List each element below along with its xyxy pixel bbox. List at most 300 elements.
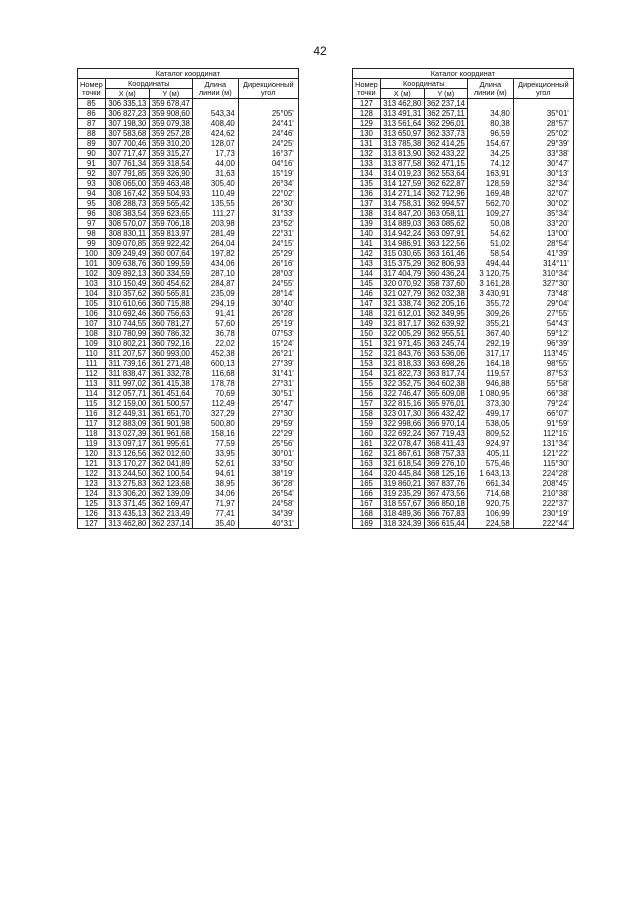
table-row xyxy=(353,149,574,159)
point-number-cell: 155 xyxy=(353,379,381,389)
point-number-cell: 91 xyxy=(78,159,106,169)
point-number-cell: 134 xyxy=(353,169,381,179)
line-length-cell-text: 34,25 xyxy=(490,149,510,158)
x-coordinate-cell: 312 449,31 xyxy=(105,409,149,419)
direction-angle-cell-text: 24°46' xyxy=(271,129,294,138)
x-coordinate-cell: 313 877,58 xyxy=(380,159,424,169)
x-coordinate-cell: 313 170,27 xyxy=(105,459,149,469)
x-coordinate-cell: 308 065,00 xyxy=(105,179,149,189)
x-coordinate-cell: 313 650,97 xyxy=(380,129,424,139)
line-length-cell-text: 71,97 xyxy=(215,499,235,508)
line-length-cell-text: 434,06 xyxy=(210,259,235,268)
point-number-cell: 169 xyxy=(353,519,381,529)
x-coordinate-cell: 317 404,79 xyxy=(380,269,424,279)
table-row xyxy=(78,469,299,479)
point-number-cell: 122 xyxy=(78,469,106,479)
x-coordinate-cell: 321 612,01 xyxy=(380,309,424,319)
line-length-cell-text: 281,49 xyxy=(210,229,235,238)
y-coordinate-cell: 365 609,08 xyxy=(424,389,467,399)
x-coordinate-cell: 314 847,20 xyxy=(380,209,424,219)
line-length-cell-text: 94,61 xyxy=(215,469,235,478)
x-coordinate-cell: 308 167,42 xyxy=(105,189,149,199)
line-length-cell-text: 31,63 xyxy=(215,169,235,178)
y-header: Y (м) xyxy=(149,89,192,99)
direction-angle-header: Дирекционный угол xyxy=(513,79,573,99)
y-coordinate-cell: 368 757,33 xyxy=(424,449,467,459)
table-row xyxy=(353,129,574,139)
direction-angle-cell-text: 96°39' xyxy=(546,339,569,348)
table-row xyxy=(78,359,299,369)
line-length-cell-text: 3 161,28 xyxy=(479,279,510,288)
x-coordinate-cell: 310 802,21 xyxy=(105,339,149,349)
x-coordinate-cell: 314 127,59 xyxy=(380,179,424,189)
point-number-cell: 168 xyxy=(353,509,381,519)
direction-angle-cell-text: 22°31' xyxy=(271,229,294,238)
table-row xyxy=(78,219,299,229)
point-number-cell: 94 xyxy=(78,189,106,199)
table-row xyxy=(78,129,299,139)
direction-angle-cell-text: 30°40' xyxy=(271,299,294,308)
y-coordinate-cell: 360 993,00 xyxy=(149,349,192,359)
x-coordinate-cell: 322 692,24 xyxy=(380,429,424,439)
x-coordinate-cell: 310 610,66 xyxy=(105,299,149,309)
line-length-cell-text: 128,59 xyxy=(485,179,510,188)
point-number-cell: 90 xyxy=(78,149,106,159)
point-number-cell: 100 xyxy=(78,249,106,259)
table-row xyxy=(353,269,574,279)
x-coordinate-cell: 313 435,13 xyxy=(105,509,149,519)
x-coordinate-cell: 319 860,21 xyxy=(380,479,424,489)
point-number-cell: 165 xyxy=(353,479,381,489)
point-number-cell: 161 xyxy=(353,439,381,449)
table-row xyxy=(353,249,574,259)
x-coordinate-cell: 309 638,76 xyxy=(105,259,149,269)
table-row xyxy=(78,249,299,259)
y-coordinate-cell: 361 271,48 xyxy=(149,359,192,369)
x-coordinate-cell: 313 462,80 xyxy=(380,99,424,109)
table-row xyxy=(78,269,299,279)
direction-angle-cell-text: 55°58' xyxy=(546,379,569,388)
y-coordinate-cell: 362 712,96 xyxy=(424,189,467,199)
line-length-cell-text: 163,91 xyxy=(485,169,510,178)
table-row xyxy=(78,239,299,249)
y-coordinate-cell: 367 719,43 xyxy=(424,429,467,439)
table-row xyxy=(353,169,574,179)
line-length-cell-text: 452,38 xyxy=(210,349,235,358)
direction-angle-cell-text: 15°19' xyxy=(271,169,294,178)
point-number-cell: 137 xyxy=(353,199,381,209)
line-length-cell-text: 158,16 xyxy=(210,429,235,438)
table-row xyxy=(78,379,299,389)
x-coordinate-cell: 321 817,17 xyxy=(380,319,424,329)
x-coordinate-cell: 320 445,84 xyxy=(380,469,424,479)
x-coordinate-cell: 311 207,57 xyxy=(105,349,149,359)
table-row xyxy=(78,449,299,459)
table-row xyxy=(78,429,299,439)
table-row xyxy=(353,159,574,169)
y-coordinate-cell: 362 994,57 xyxy=(424,199,467,209)
point-number-cell: 130 xyxy=(353,129,381,139)
y-coordinate-cell: 363 817,74 xyxy=(424,369,467,379)
x-coordinate-cell: 321 618,54 xyxy=(380,459,424,469)
x-coordinate-cell: 310 357,62 xyxy=(105,289,149,299)
direction-angle-cell-text: 115°30' xyxy=(543,459,569,468)
line-length-cell-text: 91,41 xyxy=(215,309,235,318)
x-coordinate-cell: 321 867,61 xyxy=(380,449,424,459)
table-row xyxy=(78,389,299,399)
line-length-cell-text: 77,59 xyxy=(215,439,235,448)
direction-angle-cell-text: 222°44' xyxy=(542,519,569,528)
point-number-cell: 121 xyxy=(78,459,106,469)
line-length-cell-text: 135,55 xyxy=(210,199,235,208)
point-number-cell: 125 xyxy=(78,499,106,509)
y-coordinate-cell: 359 908,60 xyxy=(149,109,192,119)
table-row xyxy=(78,319,299,329)
point-number-cell: 116 xyxy=(78,409,106,419)
x-coordinate-cell: 322 078,47 xyxy=(380,439,424,449)
point-number-cell: 152 xyxy=(353,349,381,359)
y-coordinate-cell: 366 767,83 xyxy=(424,509,467,519)
line-length-cell-text: 920,75 xyxy=(485,499,510,508)
x-coordinate-cell: 321 338,74 xyxy=(380,299,424,309)
direction-angle-cell-text: 24°58' xyxy=(271,499,294,508)
coordinates-header: Координаты xyxy=(380,79,467,89)
line-length-cell-text: 499,17 xyxy=(485,409,510,418)
table-row xyxy=(353,459,574,469)
x-coordinate-cell: 309 070,85 xyxy=(105,239,149,249)
table-row xyxy=(78,159,299,169)
x-coordinate-cell: 314 019,23 xyxy=(380,169,424,179)
line-length-cell-text: 34,80 xyxy=(490,109,510,119)
direction-angle-cell-text: 30°51' xyxy=(271,389,294,398)
line-length-header: Длина линии (м) xyxy=(192,79,238,99)
line-length-cell-text: 36,78 xyxy=(215,329,235,338)
table-row xyxy=(353,99,574,109)
point-number-cell: 114 xyxy=(78,389,106,399)
y-coordinate-cell: 362 471,15 xyxy=(424,159,467,169)
y-header: Y (м) xyxy=(424,89,467,99)
y-coordinate-cell: 359 706,18 xyxy=(149,219,192,229)
page-number: 42 xyxy=(313,44,327,58)
y-coordinate-cell: 363 097,91 xyxy=(424,229,467,239)
line-length-cell-text: 51,02 xyxy=(490,239,510,248)
y-coordinate-cell: 360 334,59 xyxy=(149,269,192,279)
direction-angle-cell-text: 40°31' xyxy=(271,519,294,528)
line-length-cell-text: 128,07 xyxy=(210,139,235,148)
line-length-cell-text: 408,40 xyxy=(210,119,235,128)
line-length-cell xyxy=(467,99,513,119)
x-coordinate-cell: 322 746,47 xyxy=(380,389,424,399)
y-coordinate-cell: 363 085,62 xyxy=(424,219,467,229)
line-length-cell-text: 327,29 xyxy=(210,409,235,418)
point-number-cell: 145 xyxy=(353,279,381,289)
line-length-cell-text: 1 080,95 xyxy=(479,389,510,398)
line-length-header: Длина линии (м) xyxy=(467,79,513,99)
line-length-cell-text: 77,41 xyxy=(215,509,235,518)
table-row xyxy=(353,139,574,149)
point-number-cell: 97 xyxy=(78,219,106,229)
direction-angle-cell xyxy=(513,99,573,119)
point-number-cell: 113 xyxy=(78,379,106,389)
x-coordinate-cell: 313 306,20 xyxy=(105,489,149,499)
point-number-cell: 129 xyxy=(353,119,381,129)
line-length-cell-text: 164,18 xyxy=(485,359,510,368)
y-coordinate-cell: 359 623,65 xyxy=(149,209,192,219)
point-number-cell: 140 xyxy=(353,229,381,239)
y-coordinate-cell: 360 715,88 xyxy=(149,299,192,309)
table-row xyxy=(78,179,299,189)
y-coordinate-cell: 361 651,70 xyxy=(149,409,192,419)
line-length-cell-text: 235,09 xyxy=(210,289,235,298)
x-coordinate-cell: 322 352,75 xyxy=(380,379,424,389)
line-length-cell-text: 154,67 xyxy=(485,139,510,148)
y-coordinate-cell: 362 414,25 xyxy=(424,139,467,149)
table-row xyxy=(78,279,299,289)
line-length-cell-text: 106,99 xyxy=(485,509,510,518)
line-length-cell-text: 119,57 xyxy=(486,369,510,378)
x-coordinate-cell: 308 383,54 xyxy=(105,209,149,219)
line-length-cell-text: 110,49 xyxy=(211,189,235,198)
x-coordinate-cell: 313 027,39 xyxy=(105,429,149,439)
x-coordinate-cell: 312 057,71 xyxy=(105,389,149,399)
line-length-cell-text: 284,87 xyxy=(210,279,235,288)
table-row xyxy=(353,469,574,479)
table-row xyxy=(353,439,574,449)
coordinates-table-left xyxy=(77,68,299,529)
direction-angle-cell-text: 26°16' xyxy=(271,259,294,268)
point-number-cell: 93 xyxy=(78,179,106,189)
table-row xyxy=(353,419,574,429)
point-number-cell: 124 xyxy=(78,489,106,499)
y-coordinate-cell: 360 007,64 xyxy=(149,249,192,259)
y-coordinate-cell: 360 756,63 xyxy=(149,309,192,319)
table-row xyxy=(353,409,574,419)
point-number-cell: 138 xyxy=(353,209,381,219)
table-row xyxy=(78,229,299,239)
table-row xyxy=(353,359,574,369)
direction-angle-cell-text: 04°16' xyxy=(271,159,294,168)
table-row xyxy=(353,199,574,209)
table-row xyxy=(78,509,299,519)
table-row xyxy=(353,339,574,349)
x-coordinate-cell: 306 335,13 xyxy=(105,99,149,109)
catalog-title: Каталог координат xyxy=(78,69,299,79)
y-coordinate-cell: 362 041,89 xyxy=(149,459,192,469)
direction-angle-cell-text: 24°55' xyxy=(271,279,294,288)
direction-angle-cell-text: 30°47' xyxy=(546,159,569,168)
point-number-cell: 133 xyxy=(353,159,381,169)
y-coordinate-cell: 366 970,14 xyxy=(424,419,467,429)
table-row xyxy=(78,409,299,419)
x-coordinate-cell: 313 371,45 xyxy=(105,499,149,509)
line-length-cell-text: 3 430,91 xyxy=(479,289,510,298)
direction-angle-cell-text: 30°02' xyxy=(546,199,569,208)
point-number-cell: 89 xyxy=(78,139,106,149)
line-length-cell-text: 373,30 xyxy=(485,399,510,408)
direction-angle-cell-text: 26°21' xyxy=(271,349,294,358)
point-number-cell: 105 xyxy=(78,299,106,309)
line-length-cell-text: 203,98 xyxy=(210,219,235,228)
x-coordinate-cell: 312 159,00 xyxy=(105,399,149,409)
table-row xyxy=(353,189,574,199)
x-coordinate-cell: 319 235,29 xyxy=(380,489,424,499)
direction-angle-cell-text: 15°24' xyxy=(271,339,294,348)
point-number-cell: 131 xyxy=(353,139,381,149)
y-coordinate-cell: 362 806,93 xyxy=(424,259,467,269)
point-number-cell: 167 xyxy=(353,499,381,509)
direction-angle-cell-text: 112°15' xyxy=(543,429,569,438)
x-coordinate-cell: 307 717,47 xyxy=(105,149,149,159)
x-coordinate-cell: 321 818,33 xyxy=(380,359,424,369)
x-coordinate-cell: 313 462,80 xyxy=(105,519,149,529)
y-coordinate-cell: 359 315,27 xyxy=(149,149,192,159)
point-number-cell: 158 xyxy=(353,409,381,419)
direction-angle-cell-text: 24°15' xyxy=(271,239,294,248)
point-number-cell: 95 xyxy=(78,199,106,209)
table-row xyxy=(78,369,299,379)
x-coordinate-cell: 313 275,83 xyxy=(105,479,149,489)
line-length-cell-text: 405,11 xyxy=(486,449,510,458)
x-coordinate-cell: 312 883,09 xyxy=(105,419,149,429)
point-number-cell: 108 xyxy=(78,329,106,339)
table-row xyxy=(353,329,574,339)
y-coordinate-cell: 363 536,06 xyxy=(424,349,467,359)
y-coordinate-cell: 362 139,09 xyxy=(149,489,192,499)
table-row xyxy=(78,399,299,409)
coordinates-header: Координаты xyxy=(105,79,192,89)
point-number-cell: 104 xyxy=(78,289,106,299)
y-coordinate-cell: 362 169,47 xyxy=(149,499,192,509)
line-length-cell-text: 661,34 xyxy=(485,479,510,488)
line-length-cell-text: 116,68 xyxy=(211,369,235,378)
table-row xyxy=(78,459,299,469)
x-coordinate-cell: 321 971,45 xyxy=(380,339,424,349)
point-number-cell: 106 xyxy=(78,309,106,319)
table-row xyxy=(353,519,574,529)
direction-angle-cell-text: 98°55' xyxy=(546,359,569,368)
point-number-cell: 151 xyxy=(353,339,381,349)
direction-angle-cell-text: 29°59' xyxy=(271,419,294,428)
y-coordinate-cell: 362 205,16 xyxy=(424,299,467,309)
x-coordinate-cell: 313 785,38 xyxy=(380,139,424,149)
point-number-cell: 164 xyxy=(353,469,381,479)
line-length-cell-text: 424,62 xyxy=(210,129,235,138)
table-row xyxy=(353,509,574,519)
x-coordinate-cell: 318 557,67 xyxy=(380,499,424,509)
coordinates-table-right xyxy=(352,68,574,529)
x-coordinate-cell: 311 838,47 xyxy=(105,369,149,379)
point-number-cell: 127 xyxy=(78,519,106,529)
x-coordinate-cell: 310 150,49 xyxy=(105,279,149,289)
line-length-cell-text: 317,17 xyxy=(485,349,510,358)
y-coordinate-cell: 362 237,14 xyxy=(424,99,467,109)
point-number-cell: 117 xyxy=(78,419,106,429)
table-row xyxy=(353,309,574,319)
direction-angle-cell-text: 66°07' xyxy=(546,409,569,418)
y-coordinate-cell: 363 122,56 xyxy=(424,239,467,249)
line-length-cell-text: 80,38 xyxy=(490,119,510,128)
y-coordinate-cell: 369 276,10 xyxy=(424,459,467,469)
line-length-cell-text: 224,58 xyxy=(485,519,510,528)
y-coordinate-cell: 358 737,60 xyxy=(424,279,467,289)
point-number-cell: 128 xyxy=(353,109,381,119)
x-coordinate-cell: 314 986,91 xyxy=(380,239,424,249)
y-coordinate-cell: 362 032,38 xyxy=(424,289,467,299)
y-coordinate-cell: 361 500,57 xyxy=(149,399,192,409)
line-length-cell-text: 197,82 xyxy=(210,249,235,258)
direction-angle-cell-text: 07°53' xyxy=(271,329,294,338)
y-coordinate-cell: 362 213,49 xyxy=(149,509,192,519)
y-coordinate-cell: 366 615,44 xyxy=(424,519,467,529)
direction-angle-cell-text: 28°14' xyxy=(271,289,294,298)
y-coordinate-cell: 363 058,11 xyxy=(424,209,467,219)
direction-angle-cell-text: 13°00' xyxy=(546,229,569,238)
y-coordinate-cell: 360 454,62 xyxy=(149,279,192,289)
y-coordinate-cell: 366 850,18 xyxy=(424,499,467,509)
line-length-cell-text: 112,49 xyxy=(211,399,235,408)
point-number-cell: 118 xyxy=(78,429,106,439)
y-coordinate-cell: 362 123,68 xyxy=(149,479,192,489)
x-coordinate-cell: 313 491,31 xyxy=(380,109,424,119)
table-row xyxy=(78,489,299,499)
x-coordinate-cell: 308 288,73 xyxy=(105,199,149,209)
direction-angle-cell-text: 22°29' xyxy=(271,429,294,438)
table-row xyxy=(353,239,574,249)
y-coordinate-cell: 359 922,42 xyxy=(149,239,192,249)
line-length-cell-text: 562,70 xyxy=(485,199,510,208)
y-coordinate-cell: 362 433,22 xyxy=(424,149,467,159)
x-coordinate-cell: 313 813,90 xyxy=(380,149,424,159)
table-row xyxy=(353,429,574,439)
point-number-header: Номер точки xyxy=(78,79,106,99)
table-row xyxy=(353,449,574,459)
y-coordinate-cell: 362 012,60 xyxy=(149,449,192,459)
y-coordinate-cell: 362 100,54 xyxy=(149,469,192,479)
point-number-cell: 166 xyxy=(353,489,381,499)
table-row xyxy=(353,499,574,509)
x-coordinate-cell: 311 997,02 xyxy=(105,379,149,389)
y-coordinate-cell: 359 310,20 xyxy=(149,139,192,149)
table-row xyxy=(78,169,299,179)
direction-angle-cell-text: 29°39' xyxy=(546,139,569,148)
point-number-cell: 112 xyxy=(78,369,106,379)
y-coordinate-cell: 361 961,68 xyxy=(149,429,192,439)
line-length-cell-text: 309,26 xyxy=(485,309,510,318)
point-number-cell: 144 xyxy=(353,269,381,279)
y-coordinate-cell: 361 995,61 xyxy=(149,439,192,449)
line-length-cell-text: 58,54 xyxy=(490,249,510,258)
direction-angle-cell-text: 27°55' xyxy=(546,309,569,318)
line-length-cell-text: 17,73 xyxy=(215,149,235,158)
x-coordinate-cell: 314 271,14 xyxy=(380,189,424,199)
line-length-cell-text: 57,60 xyxy=(215,319,235,328)
x-coordinate-cell: 318 489,36 xyxy=(380,509,424,519)
point-number-cell: 96 xyxy=(78,209,106,219)
y-coordinate-cell: 359 257,28 xyxy=(149,129,192,139)
y-coordinate-cell: 362 349,95 xyxy=(424,309,467,319)
x-coordinate-cell: 321 027,79 xyxy=(380,289,424,299)
point-number-cell: 115 xyxy=(78,399,106,409)
point-number-cell: 148 xyxy=(353,309,381,319)
line-length-cell-text: 367,40 xyxy=(485,329,510,338)
direction-angle-cell-text: 28°54' xyxy=(546,239,569,248)
table-row xyxy=(78,259,299,269)
table-row xyxy=(353,489,574,499)
table-row xyxy=(353,219,574,229)
table-row xyxy=(353,389,574,399)
direction-angle-cell-text: 26°30' xyxy=(271,199,294,208)
x-coordinate-cell: 310 780,99 xyxy=(105,329,149,339)
